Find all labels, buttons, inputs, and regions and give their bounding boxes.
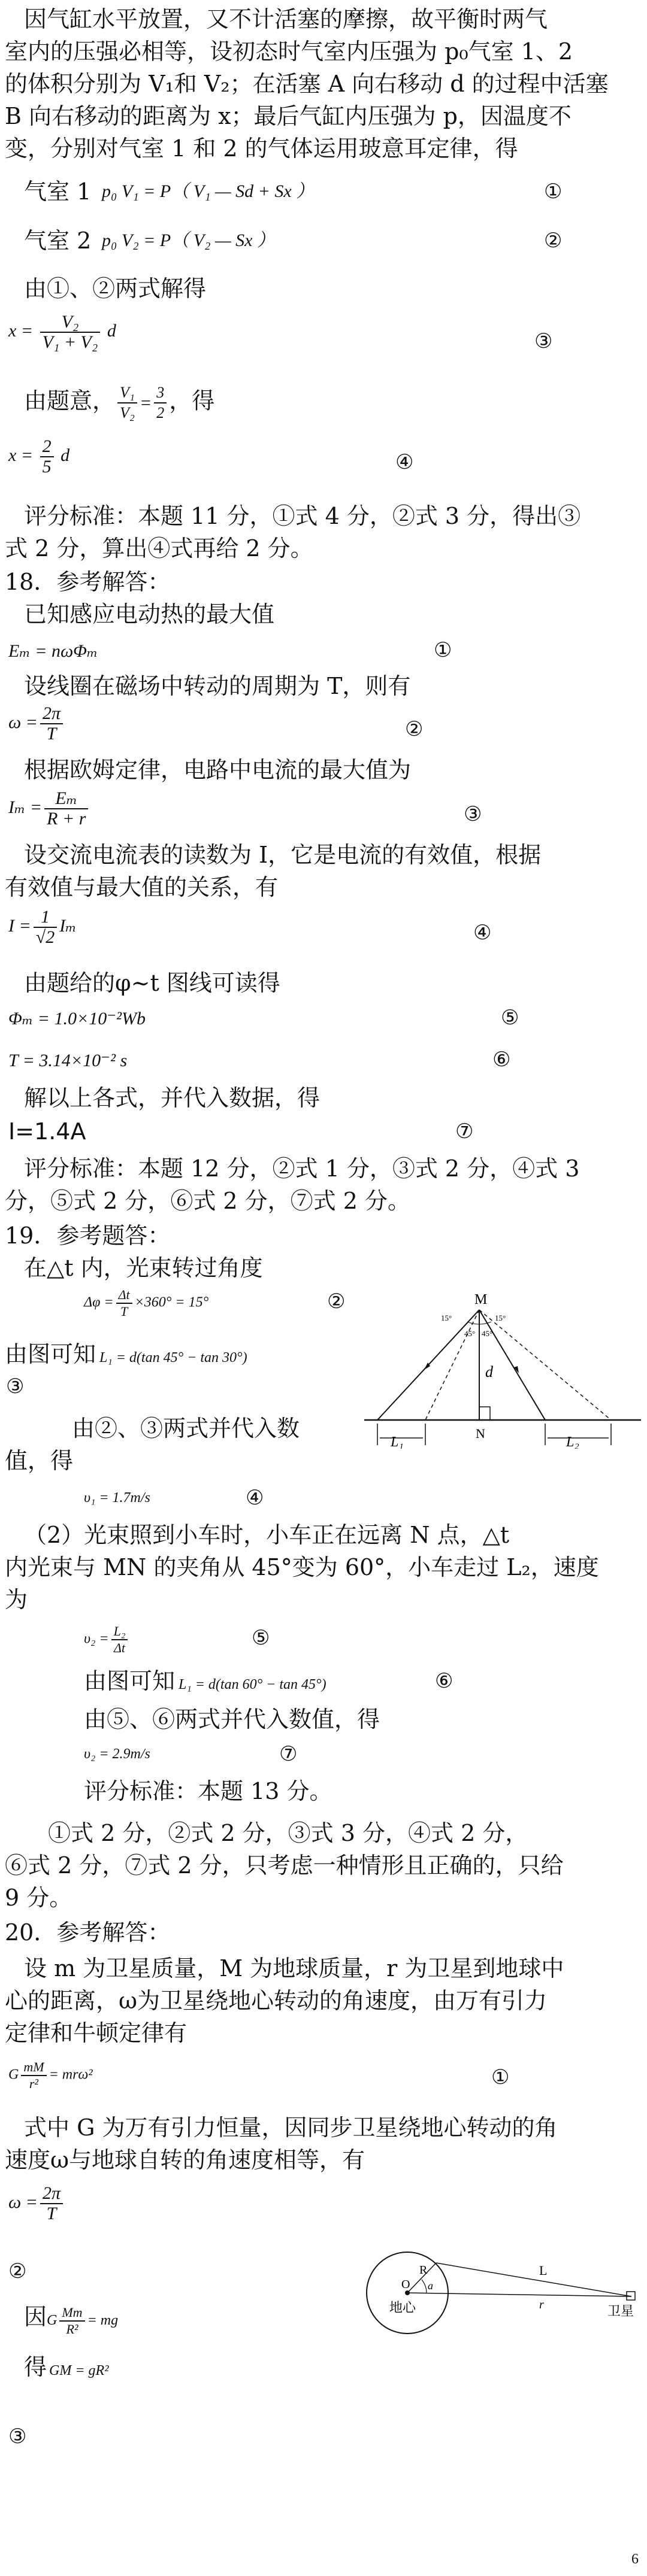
p20-eq-1: G $\frac{mM}{\text{r²}}$ = mrω² bbox=[8, 2059, 93, 2091]
p19-angle-a1: 15° bbox=[441, 1313, 452, 1322]
p20-label-L: L bbox=[539, 2263, 548, 2278]
p19-grading-3: 9 分。 bbox=[5, 1885, 72, 1911]
p17-tag-2: ② bbox=[544, 229, 563, 253]
p20-tangent-L bbox=[436, 2263, 631, 2296]
p18-eq-1: Eₘ = nωΦₘ bbox=[8, 641, 98, 661]
p18-tag-6: ⑥ bbox=[492, 1048, 511, 1072]
p19-grading: 评分标准：本题 13 分。 bbox=[84, 1778, 332, 1804]
p20-tag-3: ③ bbox=[8, 2425, 27, 2448]
p19-angle-a3: 45° bbox=[482, 1329, 493, 1338]
p19-header: 19．参考题答： bbox=[5, 1222, 171, 1249]
p20-eq-2: ω = $\frac{2\pi}{T}$ bbox=[8, 2184, 65, 2223]
p20-distance-r bbox=[407, 2293, 631, 2296]
p19-tag-4: ④ bbox=[246, 1486, 264, 1510]
p18-line-4b: 有效值与最大值的关系，有 bbox=[5, 874, 279, 900]
p19-line-6: 由⑤、⑥两式并代入数值，得 bbox=[84, 1706, 380, 1732]
p17-grading-1: 评分标准：本题 11 分，①式 4 分，②式 3 分，得出③ bbox=[24, 503, 581, 529]
p18-tag-4: ④ bbox=[473, 921, 492, 945]
p19-right-angle bbox=[479, 1407, 490, 1420]
p19-eq-v1: υ₁ = 1.7m/s bbox=[84, 1490, 150, 1506]
p20-tag-2: ② bbox=[8, 2259, 27, 2283]
p17-x-fraction: $\frac{\text{V₂}}{\text{V₁ + V₂}}$ bbox=[40, 312, 101, 352]
p19-grading-1: ①式 2 分，②式 2 分，③式 3 分，④式 2 分， bbox=[48, 1820, 528, 1846]
p19-tag-5: ⑤ bbox=[252, 1626, 270, 1650]
p18-line-6: 解以上各式，并代入数据，得 bbox=[24, 1085, 321, 1111]
p18-tag-5: ⑤ bbox=[501, 1006, 519, 1030]
p18-line-1: 已知感应电动热的最大值 bbox=[24, 601, 275, 627]
p17-room1-equation: p₀ V₁ = P（ V₁ — Sd + Sx ） bbox=[102, 181, 315, 201]
p19-line-5: 由图可知 L₁ = d(tan 60° − tan 45°) bbox=[84, 1668, 326, 1694]
p18-eq-6: T = 3.14×10⁻² s bbox=[8, 1051, 128, 1070]
p19-part2-line-c: 为 bbox=[5, 1586, 28, 1613]
p19-angle-a4: 15° bbox=[495, 1313, 506, 1322]
p18-tag-1: ① bbox=[434, 638, 452, 662]
p20-label-a: a bbox=[428, 2280, 433, 2292]
p18-line-5: 由题给的φ~t 图线可读得 bbox=[24, 970, 280, 996]
p17-intro-line-5: 变，分别对气室 1 和 2 的气体运用玻意耳定律，得 bbox=[5, 135, 518, 162]
p19-label-M: M bbox=[474, 1292, 488, 1307]
p19-tag-3: ③ bbox=[6, 1375, 25, 1398]
p17-tag-3: ③ bbox=[534, 329, 553, 353]
p17-x-final: x = $\frac{2}{5}$ d bbox=[8, 436, 70, 477]
p20-line-7: 得GM = gR² bbox=[24, 2354, 109, 2380]
p19-tag-6: ⑥ bbox=[435, 1669, 453, 1693]
p20-line-6: 因G $\frac{Mm}{\text{R²}}$ = mg bbox=[24, 2304, 119, 2337]
p19-tag-2: ② bbox=[327, 1289, 346, 1313]
p20-line-5: 速度ω与地球自转的角速度相等，有 bbox=[5, 2147, 365, 2173]
p20-header: 20．参考解答： bbox=[5, 1919, 171, 1946]
p20-angle-arc bbox=[422, 2280, 427, 2293]
p18-eq-4: I = $\frac{1}{√2}$ Iₘ bbox=[8, 907, 77, 947]
p19-eq-v2b: υ₂ = 2.9m/s bbox=[84, 1746, 150, 1762]
p19-line-2: 由图可知 L₁ = d(tan 45° − tan 30°) bbox=[5, 1341, 247, 1367]
p19-tag-7: ⑦ bbox=[279, 1742, 298, 1766]
p17-tag-4: ④ bbox=[395, 450, 414, 474]
p19-eq-v2: υ₂ = $\frac{\text{L₂}}{\Delta t}$ bbox=[84, 1624, 130, 1656]
p18-line-4a: 设交流电流表的读数为 I，它是电流的有效值，根据 bbox=[24, 842, 542, 868]
p17-room2-label: 气室 2 bbox=[24, 227, 92, 254]
p19-part2-line-a: （2）光束照到小车时，小车正在远离 N 点，△t bbox=[24, 1522, 510, 1548]
p19-part2-line-b: 内光束与 MN 的夹角从 45°变为 60°，小车走过 L₂，速度 bbox=[5, 1554, 599, 1580]
p20-tag-1: ① bbox=[491, 2065, 510, 2089]
p19-light-beam-figure bbox=[359, 1287, 643, 1449]
p17-room1-label: 气室 1 bbox=[24, 178, 92, 205]
p18-grading-2: 分，⑤式 2 分，⑥式 2 分，⑦式 2 分。 bbox=[5, 1188, 411, 1214]
p17-intro-line-4: B 向右移动的距离为 x；最后气缸内压强为 p，因温度不 bbox=[5, 103, 572, 129]
p17-given: 由题意， $\frac{\text{V₁}}{\text{V₂}}$ = $\frac{3}{2}$ ，得 bbox=[24, 384, 215, 421]
p18-line-3: 根据欧姆定律，电路中电流的最大值为 bbox=[24, 757, 412, 783]
p17-x-equation bbox=[8, 312, 116, 352]
p18-line-2: 设线圈在磁场中转动的周期为 T，则有 bbox=[24, 673, 411, 699]
p17-intro-line-2: 室内的压强必相等，设初态时气室内压强为 p₀气室 1、2 bbox=[5, 38, 573, 65]
p20-line-3: 定律和牛顿定律有 bbox=[5, 2020, 188, 2046]
p17-intro-line-1: 因气缸水平放置，又不计活塞的摩擦，故平衡时两气 bbox=[24, 6, 548, 32]
p19-angle-a2: 45° bbox=[464, 1329, 476, 1338]
p18-eq-2: ω = $\frac{2\pi}{T}$ bbox=[8, 704, 65, 744]
p19-beam-left-inner bbox=[425, 1310, 479, 1420]
p19-label-L2: L₂ bbox=[566, 1434, 579, 1449]
p18-result: I=1.4A bbox=[8, 1118, 86, 1145]
p18-tag-7: ⑦ bbox=[455, 1119, 474, 1143]
p19-beam-right-outer bbox=[479, 1310, 611, 1420]
p17-grading-2: 式 2 分，算出④式再给 2 分。 bbox=[5, 535, 313, 562]
p19-grading-2: ⑥式 2 分，⑦式 2 分，只考虑一种情形且正确的，只给 bbox=[5, 1852, 564, 1879]
p18-tag-2: ② bbox=[405, 717, 424, 741]
p20-satellite-figure bbox=[359, 2245, 641, 2341]
p19-label-d: d bbox=[485, 1363, 493, 1380]
p17-solve-text: 由①、②两式解得 bbox=[24, 275, 207, 302]
p20-label-satellite: 卫星 bbox=[607, 2304, 634, 2319]
p19-eq-dphi: Δφ = $\frac{\Delta t}{T}$ ×360° = 15° bbox=[84, 1287, 209, 1319]
p18-eq-5: Φₘ = 1.0×10⁻²Wb bbox=[8, 1009, 146, 1028]
p19-line-3: 由②、③两式并代入数 bbox=[72, 1415, 300, 1442]
p20-label-r: r bbox=[539, 2298, 544, 2311]
p20-line-1: 设 m 为卫星质量，M 为地球质量，r 为卫星到地球中 bbox=[24, 1955, 564, 1982]
p17-tag-1: ① bbox=[544, 180, 563, 204]
p20-label-earth-center: 地心 bbox=[389, 2300, 416, 2315]
p17-x-rhs: d bbox=[107, 320, 116, 341]
p18-header: 18．参考解答： bbox=[5, 569, 171, 595]
p17-x-lhs: x = bbox=[8, 320, 34, 341]
p20-label-R: R bbox=[419, 2264, 428, 2277]
p17-intro-line-3: 的体积分别为 V₁和 V₂；在活塞 A 向右移动 d 的过程中活塞 bbox=[5, 71, 609, 97]
p19-line-4: 值，得 bbox=[5, 1448, 74, 1474]
page-number: 6 bbox=[631, 2551, 639, 2567]
p18-eq-3: Iₘ = $\frac{\text{Eₘ}}{R + r}$ bbox=[8, 789, 90, 829]
p18-grading-1: 评分标准：本题 12 分，②式 1 分，③式 2 分，④式 3 bbox=[24, 1155, 580, 1182]
p18-tag-3: ③ bbox=[464, 802, 482, 826]
p17-room2-equation: p₀ V₂ = P（ V₂ — Sx ） bbox=[102, 230, 275, 250]
p20-line-4: 式中 G 为万有引力恒量，因同步卫星绕地心转动的角 bbox=[24, 2114, 558, 2141]
p19-label-N: N bbox=[476, 1426, 485, 1441]
p19-line-1: 在△t 内，光束转过角度 bbox=[24, 1255, 263, 1281]
p20-label-O: O bbox=[401, 2278, 410, 2291]
p20-line-2: 心的距离，ω为卫星绕地心转动的角速度，由万有引力 bbox=[5, 1988, 547, 2014]
p19-label-L1: L₁ bbox=[391, 1434, 404, 1449]
